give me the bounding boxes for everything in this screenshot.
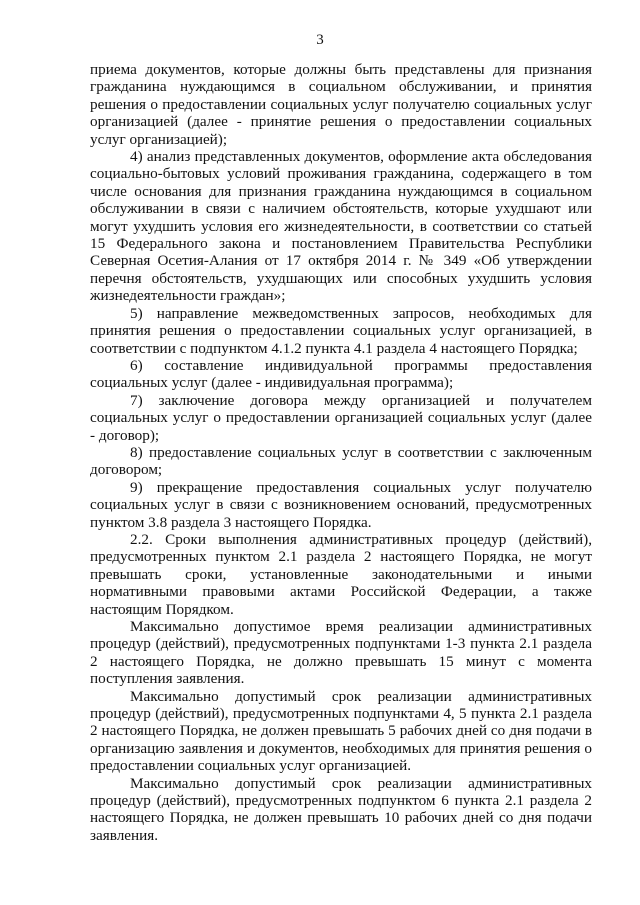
paragraph-section-2-2: 2.2. Сроки выполнения административных процедур (действий), предусмотренных пунктом 2.1 раздела 2 настоящего Порядка, не могут превышать сроки, установленные законодательными и иными нормативными правовыми актами Российской Федерации, а также настоящим Порядком. [90, 530, 592, 618]
paragraph-item-6: 6) составление индивидуальной программы предоставления социальных услуг (далее - индивидуальная программа); [90, 356, 592, 392]
paragraph-max-term-4-5: Максимально допустимый срок реализации административных процедур (действий), предусмотренных подпунктами 4, 5 пункта 2.1 раздела 2 настоящего Порядка, не должен превышать 5 рабочих дней со дня подачи в организацию заявления и документов, необходимых для принятия решения о предоставлении социальных услуг организацией. [90, 687, 592, 775]
paragraph-item-5: 5) направление межведомственных запросов, необходимых для принятия решения о предоставлении социальных услуг организацией, в соответствии с подпунктом 4.1.2 пункта 4.1 раздела 4 настоящего Порядка; [90, 304, 592, 357]
paragraph-continuation: приема документов, которые должны быть представлены для признания гражданина нуждающимся в социальном обслуживании, и принятия решения о предоставлении социальных услуг получателю социальных услуг организацией (далее - принятие решения о предоставлении социальных услуг организацией); [90, 61, 592, 148]
paragraph-max-term-6: Максимально допустимый срок реализации административных процедур (действий), предусмотренных подпунктом 6 пункта 2.1 раздела 2 настоящего Порядка, не должен превышать 10 рабочих дней со дня подачи заявления. [90, 774, 592, 844]
document-body [90, 61, 592, 844]
paragraph-item-8: 8) предоставление социальных услуг в соответствии с заключенным договором; [90, 443, 592, 479]
paragraph-item-9: 9) прекращение предоставления социальных услуг получателю социальных услуг в связи с возникновением оснований, предусмотренных пунктом 3.8 раздела 3 настоящего Порядка. [90, 478, 592, 531]
paragraph-item-4: 4) анализ представленных документов, оформление акта обследования социально-бытовых условий проживания гражданина, содержащего в том числе основания для признания гражданина нуждающимся в социальном обслуживании в связи с наличием обстоятельств, которые ухудшают или могут ухудшить условия его жизнедеятельности, в соответствии со статьей 15 Федерального закона и постановлением Правительства Республики Северная Осетия-Алания от 17 октября 2014 г. № 349 «Об утверждении перечня обстоятельств, ухудшающих или способных ухудшить условия жизнедеятельности граждан»; [90, 148, 592, 305]
paragraph-max-time-1-3: Максимально допустимое время реализации административных процедур (действий), предусмотренных подпунктами 1-3 пункта 2.1 раздела 2 настоящего Порядка, не должно превышать 15 минут с момента поступления заявления. [90, 618, 592, 688]
page-number: 3 [316, 32, 324, 48]
paragraph-item-7: 7) заключение договора между организацией и получателем социальных услуг о предоставлении организацией социальных услуг (далее - договор); [90, 391, 592, 444]
